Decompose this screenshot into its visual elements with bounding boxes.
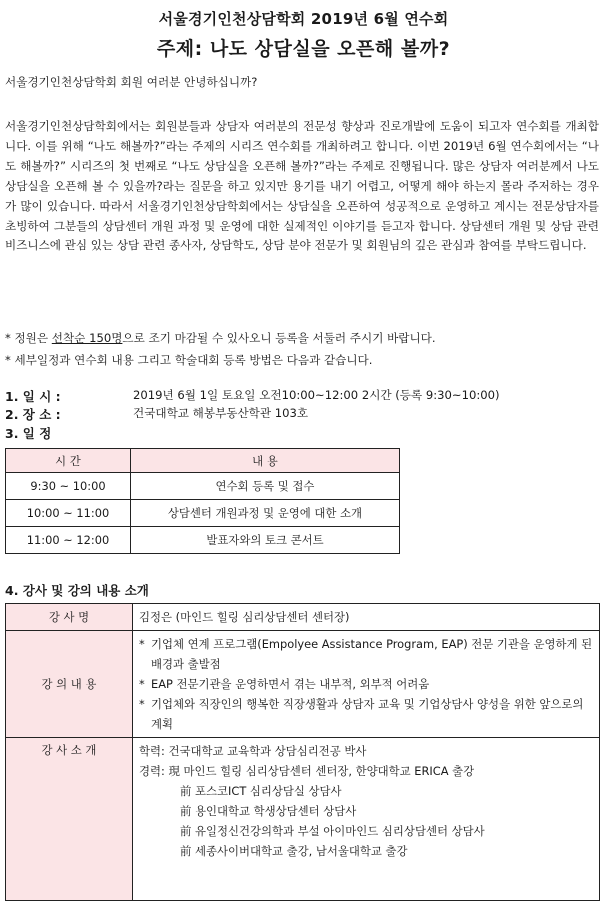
lecture-row-content <box>6 631 600 738</box>
content-item-text: 기업체 연계 프로그램(Empolyee Assistance Program, EAP) 전문 기관을 운영하게 된 배경과 출발점 <box>151 637 593 671</box>
note-capacity-prefix: * 정원은 <box>5 331 52 345</box>
schedule-col-time: 시 간 <box>6 449 131 473</box>
schedule-time: 9:30 ~ 10:00 <box>6 473 131 500</box>
note-capacity-underlined: 선착순 150명 <box>51 331 123 345</box>
schedule-table <box>5 448 400 554</box>
info-place-value: 건국대학교 해봉부동산학관 103호 <box>133 406 309 420</box>
content-item-text: 기업체와 직장인의 행복한 직장생활과 상담자 교육 및 기업상담사 양성을 위한 앞으로의 계획 <box>151 697 584 731</box>
asterisk-bullet-icon: * <box>139 697 145 711</box>
list-item <box>139 634 593 674</box>
bio-career-line: 前 용인대학교 학생상담센터 상담사 <box>180 804 357 818</box>
lecture-row-bio <box>6 738 600 901</box>
lecture-row-lecturer <box>6 604 600 631</box>
content-list <box>133 631 600 738</box>
info-date-row <box>5 387 600 405</box>
info-place-row <box>5 405 600 423</box>
intro-paragraph: 서울경기인천상담학회에서는 회원분들과 상담자 여러분의 전문성 향상과 진로개발에 도움이 되고자 연수회를 개최합니다. 이를 위해 “나도 해볼까?”라는 주제의 시리즈 연수회를 개최하려고 합니다. 이번 2019년 6월 연수회에서는 “나도 해볼까?” 시리즈의 첫 번째로 “나도 상담실을 오픈해 볼까?”라는 주제로 진행됩니다. 많은 상담자 여러분께서 나도 상담실을 오픈해 볼 수 있을까?라는 질문을 하고 있지만 용기를 내기 어렵고, 어떻게 해야 하는지 몰라 주저하는 경우가 많이 있습니다. 따라서 서울경기인천상담학회에서는 상담실을 오픈하여 성공적으로 운영하고 계시는 전문상담자를 초빙하여 그분들의 상담센터 개원 과정 및 운영에 대한 실제적인 이야기를 듣고자 합니다. 상담센터 개원 및 상담 관련 비즈니스에 관심 있는 상담 관련 종사자, 상담학도, 상담 분야 전문가 및 회원님의 깊은 관심과 참여를 부탁드립니다. <box>5 119 599 253</box>
lecturer-value: 김정은 (마인드 힐링 심리상담센터 센터장) <box>133 604 600 631</box>
schedule-content: 상담센터 개원과정 및 운영에 대한 소개 <box>131 500 400 527</box>
bio-label: 강 사 소 개 <box>6 738 133 901</box>
greeting-line: 서울경기인천상담학회 회원 여러분 안녕하십니까? <box>5 75 258 89</box>
lecture-table <box>5 603 600 901</box>
bio-content <box>133 738 600 901</box>
document-subtitle: 주제: 나도 상담실을 오픈해 볼까? <box>156 38 451 60</box>
bio-education: 학력: 건국대학교 교육학과 상담심리전공 박사 <box>139 744 367 758</box>
schedule-col-content: 내 용 <box>131 449 400 473</box>
note-capacity-suffix: 으로 조기 마감될 수 있사오니 등록을 서둘러 주시기 바랍니다. <box>122 331 436 345</box>
schedule-content: 발표자와의 토크 콘서트 <box>131 527 400 554</box>
info-date-value: 2019년 6월 1일 토요일 오전10:00~12:00 2시간 (등록 9:30~10:00) <box>133 388 500 402</box>
schedule-time: 10:00 ~ 11:00 <box>6 500 131 527</box>
table-row <box>6 500 400 527</box>
info-place-label: 2. 장 소 : <box>5 407 61 422</box>
content-item-text: EAP 전문기관을 운영하면서 겪는 내부적, 외부적 어려움 <box>151 677 430 691</box>
schedule-time: 11:00 ~ 12:00 <box>6 527 131 554</box>
content-label: 강 의 내 용 <box>6 631 133 738</box>
schedule-content: 연수회 등록 및 접수 <box>131 473 400 500</box>
note-capacity <box>5 327 600 349</box>
asterisk-bullet-icon: * <box>139 637 145 651</box>
document-title: 서울경기인천상담학회 2019년 6월 연수회 <box>158 10 449 28</box>
notes-block <box>5 327 600 371</box>
list-item <box>139 674 593 694</box>
bio-career-line: 前 유일정신건강의학과 부설 아이마인드 심리상담센터 상담사 <box>180 824 485 838</box>
table-row <box>6 527 400 554</box>
info-date-label: 1. 일 시 : <box>5 389 61 404</box>
schedule-header-row <box>6 449 400 473</box>
bio-career-line: 前 세종사이버대학교 출강, 남서울대학교 출강 <box>180 844 408 858</box>
note-details: * 세부일정과 연수회 내용 그리고 학술대회 등록 방법은 다음과 같습니다. <box>5 353 373 367</box>
info-schedule-row <box>5 424 600 442</box>
info-schedule-label: 3. 일 정 <box>5 426 52 441</box>
asterisk-bullet-icon: * <box>139 677 145 691</box>
lecturer-label: 강 사 명 <box>6 604 133 631</box>
bio-career-line: 경력: 現 마인드 힐링 심리상담센터 센터장, 한양대학교 ERICA 출강 <box>139 764 475 778</box>
bio-career-line: 前 포스코ICT 심리상담실 상담사 <box>180 784 342 798</box>
list-item <box>139 694 593 734</box>
table-row <box>6 473 400 500</box>
lecture-section-title: 4. 강사 및 강의 내용 소개 <box>5 583 149 598</box>
